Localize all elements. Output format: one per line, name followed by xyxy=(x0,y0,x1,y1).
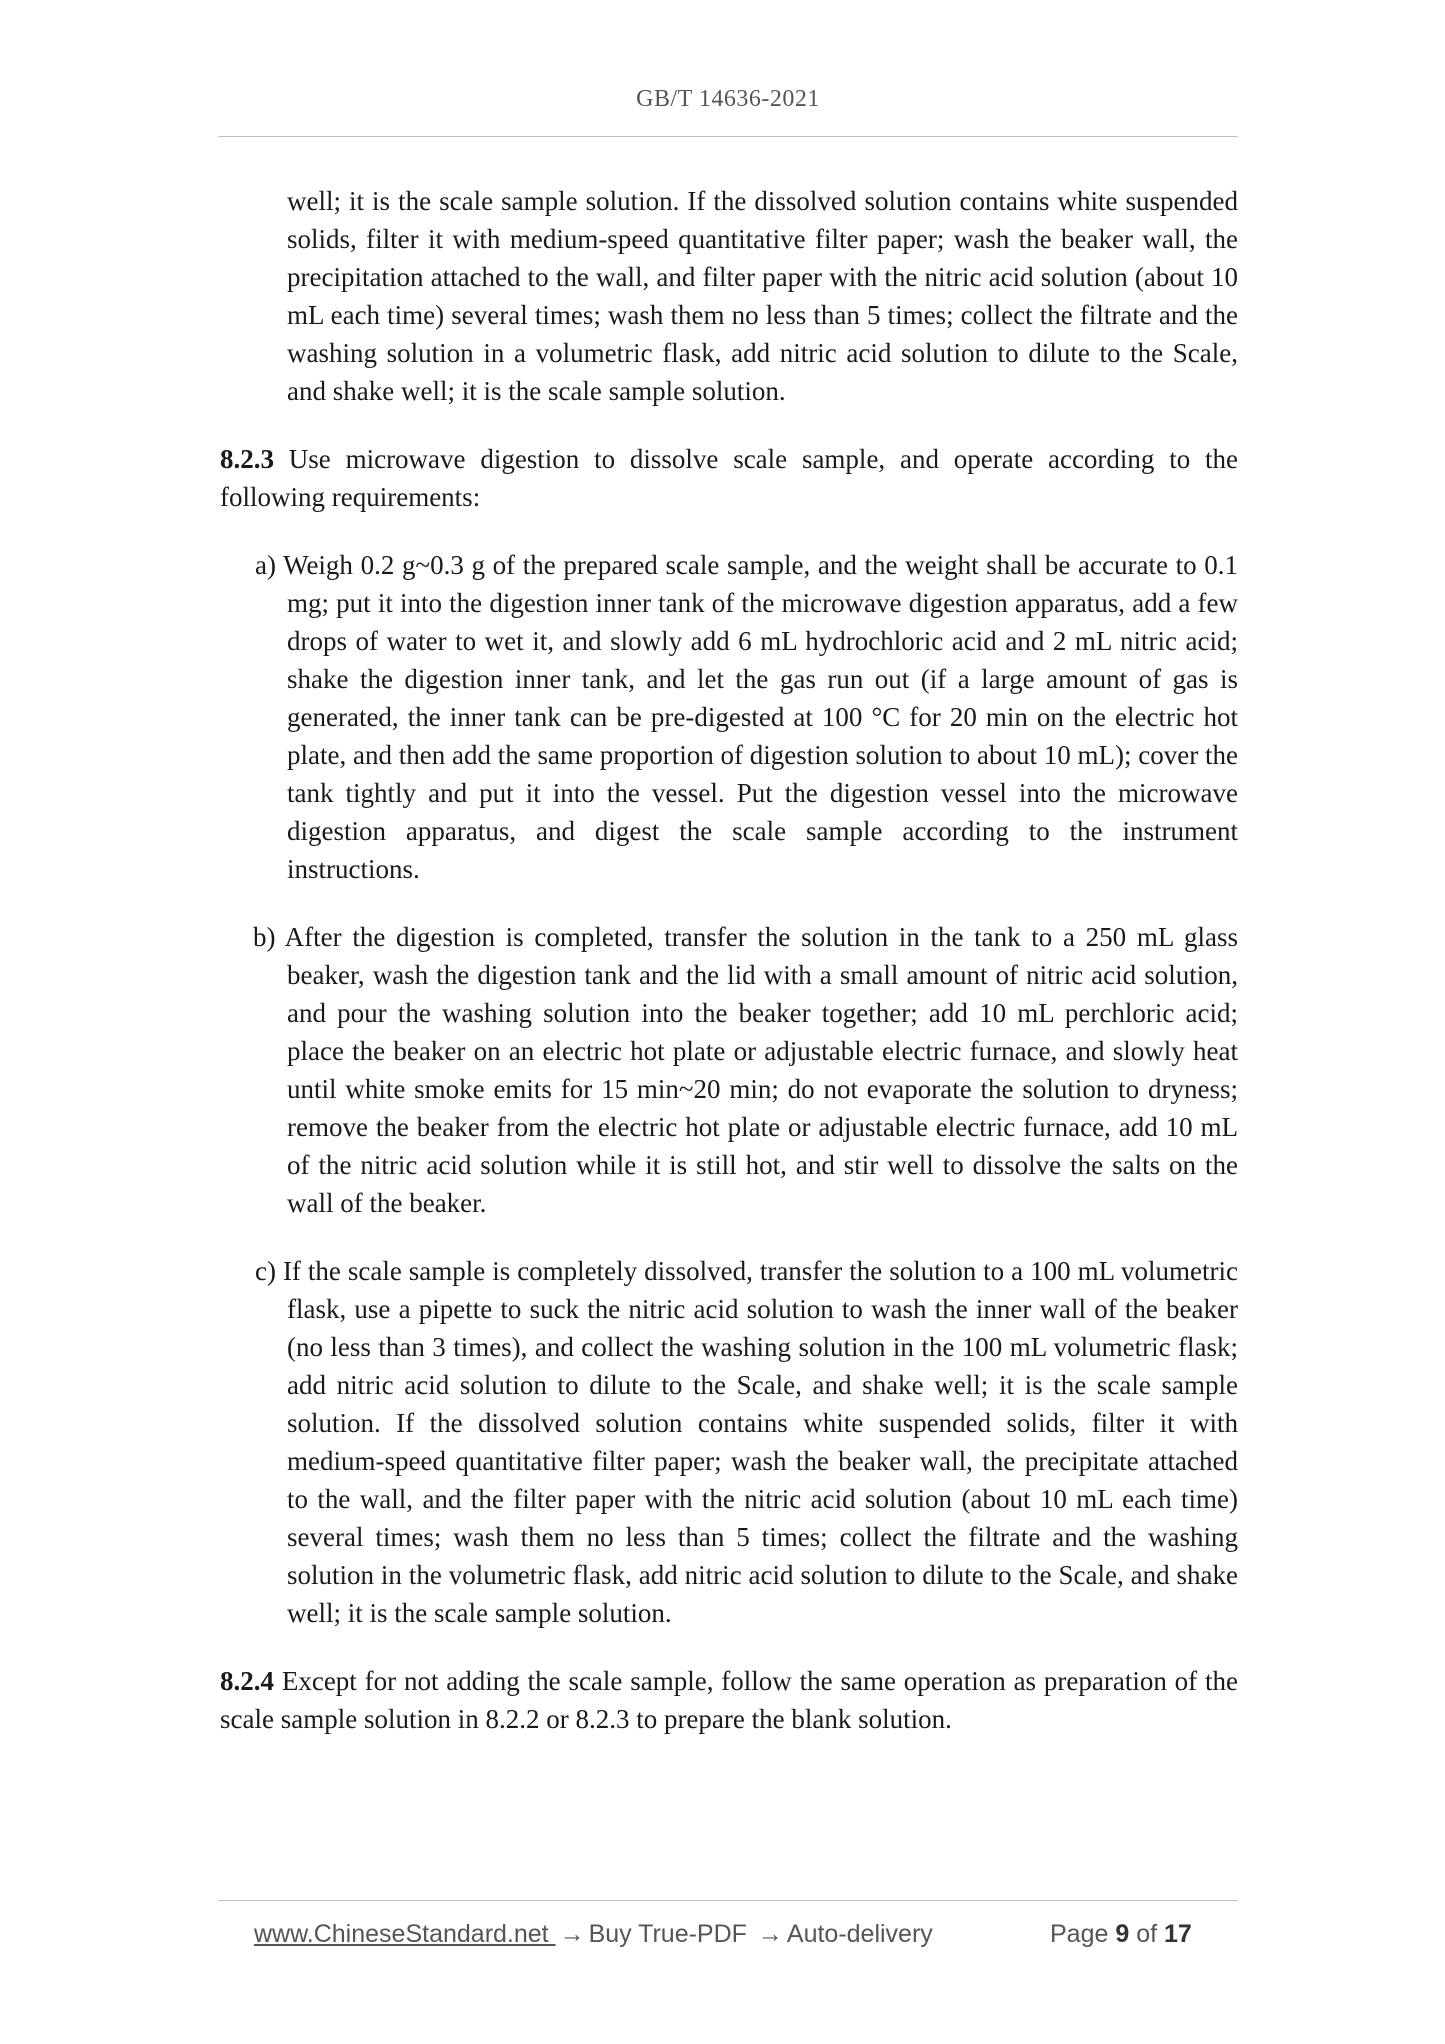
clause-text: Except for not adding the scale sample, follow the same operation as preparation of the scale sample solution in 8.2.2 or 8.2.3 to prepare the blank solution. xyxy=(220,1666,1238,1734)
header-divider xyxy=(218,136,1238,137)
page-body xyxy=(220,182,1238,1768)
arrow-right-icon: → xyxy=(757,1920,783,1948)
clause-text: Use microwave digestion to dissolve scale sample, and operate according to the following requirements: xyxy=(220,444,1238,512)
of-label: of xyxy=(1129,1920,1164,1948)
clause-8-2-4 xyxy=(220,1662,1238,1738)
continued-paragraph: well; it is the scale sample solution. If the dissolved solution contains white suspended solids, filter it with medium-speed quantitative filter paper; wash the beaker wall, the precipitation attached to the wall, and filter paper with the nitric acid solution (about 10 mL each time) several times; wash them no less than 5 times; collect the filtrate and the washing solution in a volumetric flask, add nitric acid solution to dilute to the Scale, and shake well; it is the scale sample solution. xyxy=(287,186,1238,406)
footer-left xyxy=(254,1920,933,1949)
delivery-text: Auto-delivery xyxy=(786,1920,933,1948)
page-footer xyxy=(0,1920,1445,1960)
list-item-a: a) Weigh 0.2 g~0.3 g of the prepared scale sample, and the weight shall be accurate to 0.1 mg; put it into the digestion inner tank of the microwave digestion apparatus, add a few drops of water to wet it, and slowly add 6 mL hydrochloric acid and 2 mL nitric acid; shake the digestion inner tank, and let the gas run out (if a large amount of gas is generated, the inner tank can be pre-digested at 100 °C for 20 min on the electric hot plate, and then add the same proportion of digestion solution to about 10 mL); cover the tank tightly and put it into the vessel. Put the digestion vessel into the microwave digestion apparatus, and digest the scale sample according to the instrument instructions. xyxy=(255,550,1238,884)
site-link[interactable]: www.ChineseStandard.net xyxy=(254,1920,556,1948)
page-label: Page xyxy=(1050,1920,1116,1948)
clause-8-2-3 xyxy=(220,440,1238,516)
buy-text: Buy True-PDF xyxy=(588,1920,747,1948)
page-number: 9 xyxy=(1115,1920,1130,1948)
arrow-right-icon: → xyxy=(559,1920,585,1948)
clause-number: 8.2.4 xyxy=(220,1666,274,1696)
page-header-title: GB/T 14636-2021 xyxy=(636,86,820,112)
clause-number: 8.2.3 xyxy=(220,444,274,474)
footer-divider xyxy=(218,1900,1238,1901)
page-indicator xyxy=(1050,1920,1192,1949)
page-total: 17 xyxy=(1164,1920,1192,1948)
list-item-b: b) After the digestion is completed, transfer the solution in the tank to a 250 mL glass beaker, wash the digestion tank and the lid with a small amount of nitric acid solution, and pour the washing solution into the beaker together; add 10 mL perchloric acid; place the beaker on an electric hot plate or adjustable electric furnace, and slowly heat until white smoke emits for 15 min~20 min; do not evaporate the solution to dryness; remove the beaker from the electric hot plate or adjustable electric furnace, add 10 mL of the nitric acid solution while it is still hot, and stir well to dissolve the salts on the wall of the beaker. xyxy=(253,922,1238,1218)
list-item-c: c) If the scale sample is completely dissolved, transfer the solution to a 100 mL volumetric flask, use a pipette to suck the nitric acid solution to wash the inner wall of the beaker (no less than 3 times), and collect the washing solution in the 100 mL volumetric flask; add nitric acid solution to dilute to the Scale, and shake well; it is the scale sample solution. If the dissolved solution contains white suspended solids, filter it with medium-speed quantitative filter paper; wash the beaker wall, the precipitate attached to the wall, and the filter paper with the nitric acid solution (about 10 mL each time) several times; wash them no less than 5 times; collect the filtrate and the washing solution in the volumetric flask, add nitric acid solution to dilute to the Scale, and shake well; it is the scale sample solution. xyxy=(255,1256,1238,1628)
